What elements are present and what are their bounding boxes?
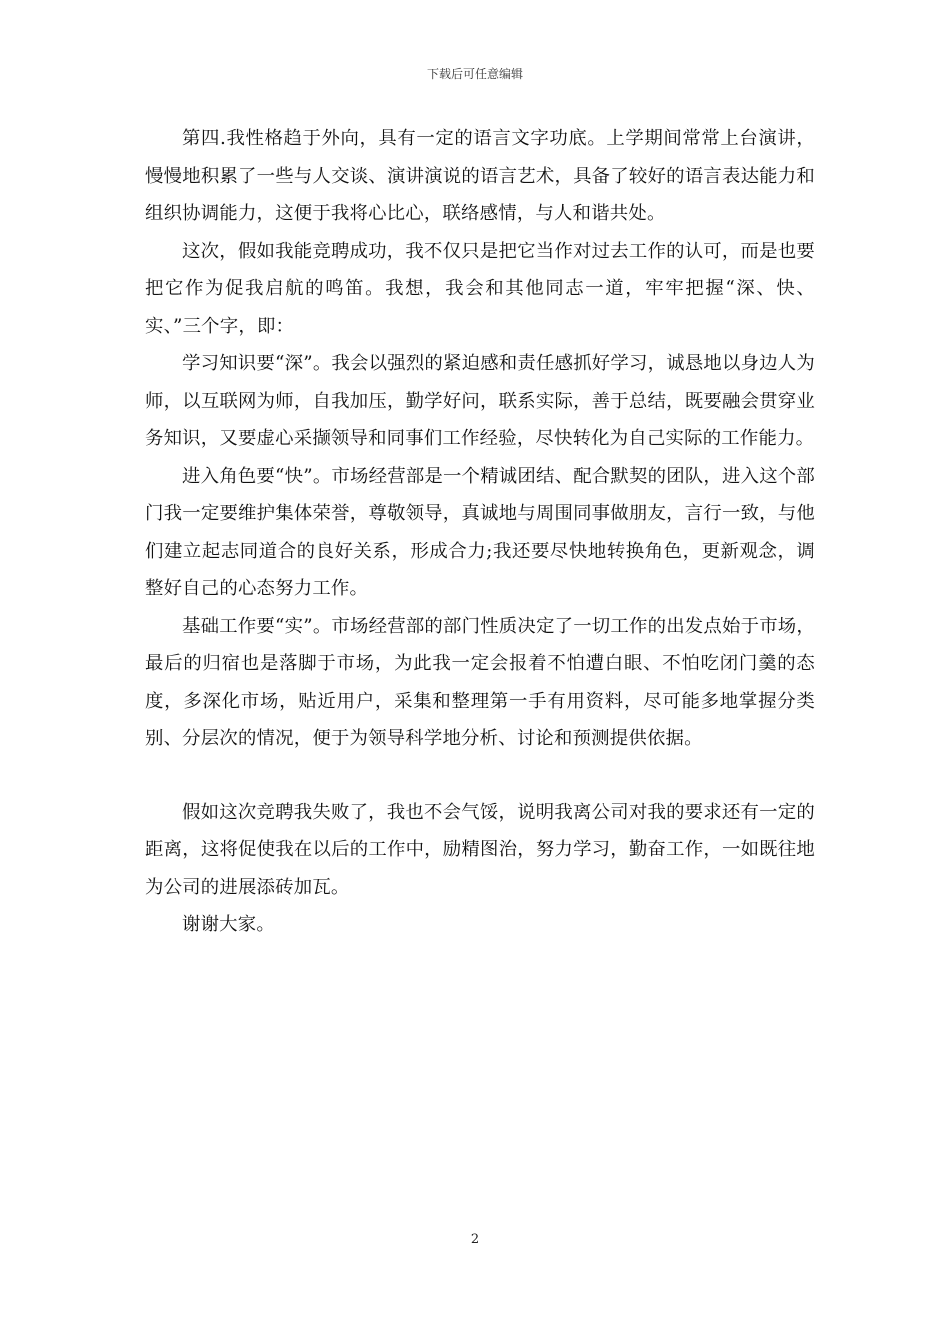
page-header: 下载后可任意编辑 [426,67,523,81]
paragraph-if-failed: 假如这次竞聘我失败了，我也不会气馁，说明我离公司对我的要求还有一定的距离，这将促使我在以后的工作中，励精图治，努力学习，勤奋工作，一如既往地为公司的进展添砖加瓦。 [145,801,815,898]
paragraph-spacer [145,758,815,794]
paragraph-study-deep: 学习知识要“深”。我会以强烈的紧迫感和责任感抓好学习，诚恳地以身边人为师，以互联网为师，自我加压，勤学好问，联系实际，善于总结，既要融会贯穿业务知识，又要虚心采撷领导和同事们工作经验，尽快转化为自己实际的工作能力。 [145,353,815,449]
paragraph-thanks: 谢谢大家。 [182,914,275,935]
page-number: 2 [470,1232,480,1247]
document-body [145,120,815,944]
paragraph-if-successful: 这次，假如我能竞聘成功，我不仅只是把它当作对过去工作的认可，而是也要把它作为促我启航的鸣笛。我想，我会和其他同志一道，牢牢把握“深、快、实、”三个字，即： [145,240,815,337]
paragraph-role-fast: 进入角色要“快”。市场经营部是一个精诚团结、配合默契的团队，进入这个部门我一定要维护集体荣誉，尊敬领导，真诚地与周围同事做朋友，言行一致，与他们建立起志同道合的良好关系，形成合力;我还要尽快地转换角色，更新观念，调整好自己的心态努力工作。 [145,465,815,599]
paragraph-personality: 第四.我性格趋于外向，具有一定的语言文字功底。上学期间常常上台演讲，慢慢地积累了一些与人交谈、演讲演说的语言艺术，具备了较好的语言表达能力和组织协调能力，这便于我将心比心，联络感情，与人和谐共处。 [145,128,815,224]
paragraph-work-solid: 基础工作要“实”。市场经营部的部门性质决定了一切工作的出发点始于市场，最后的归宿也是落脚于市场，为此我一定会报着不怕遭白眼、不怕吃闭门羹的态度，多深化市场，贴近用户，采集和整理第一手有用资料，尽可能多地掌握分类别、分层次的情况，便于为领导科学地分析、讨论和预测提供依据。 [145,615,815,749]
